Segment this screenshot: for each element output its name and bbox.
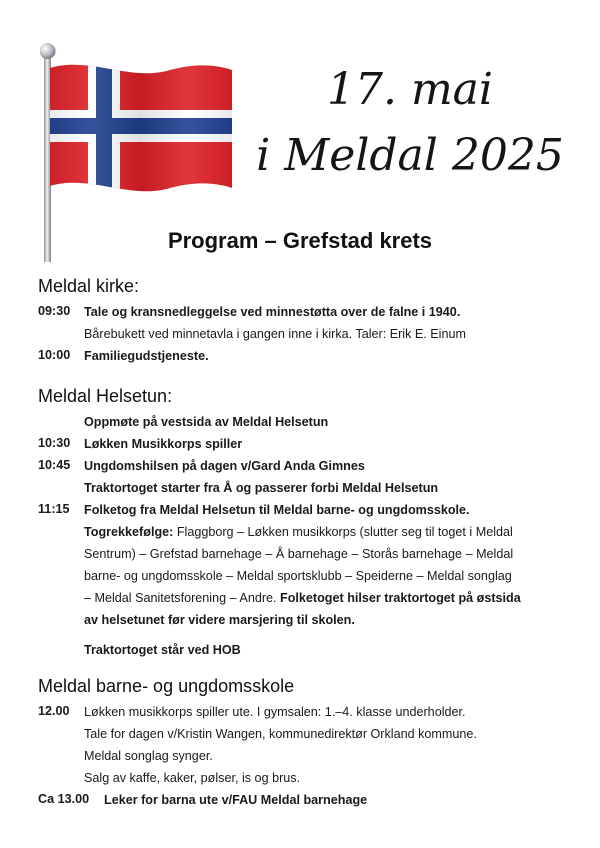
program-item: Meldal songlag synger.	[84, 749, 213, 763]
procession-order-line: av helsetunet før videre marsjering til skolen.	[84, 613, 355, 627]
program-item: Bårebukett ved minnetavla i gangen inne i kirka. Taler: Erik E. Einum	[84, 327, 466, 341]
program-item: Folketog fra Meldal Helsetun til Meldal barne- og ungdomsskole.	[84, 503, 470, 517]
procession-order-text: – Meldal Sanitetsforening – Andre.	[84, 591, 281, 605]
section-heading-kirke: Meldal kirke:	[38, 276, 140, 296]
title-line-place: i Meldal 2025	[256, 130, 564, 181]
tractor-note: Traktortoget står ved HOB	[84, 643, 241, 657]
program-item: Ungdomshilsen på dagen v/Gard Anda Gimnes	[84, 459, 365, 473]
time-label: 09:30	[38, 304, 71, 318]
section-heading-helsetun: Meldal Helsetun:	[38, 386, 173, 406]
time-label: 10:00	[38, 348, 71, 362]
title-line-date: 17. mai	[327, 64, 493, 115]
flag-pole-ball	[40, 43, 56, 59]
program-item: Traktortoget starter fra Å og passerer forbi Meldal Helsetun	[84, 481, 439, 495]
procession-greeting-text: Folketoget hilser traktortoget på østsida	[280, 591, 521, 605]
program-item: Tale og kransnedleggelse ved minnestøtta over de falne i 1940.	[84, 305, 461, 319]
program-item: Leker for barna ute v/FAU Meldal barnehage	[104, 793, 368, 807]
time-label: 11:15	[38, 502, 70, 516]
program-item: Løkken musikkorps spiller ute. I gymsalen: 1.–4. klasse underholder.	[84, 705, 466, 719]
time-label: 10:30	[38, 436, 71, 450]
program-item: Oppmøte på vestsida av Meldal Helsetun	[84, 415, 329, 429]
time-label: 12.00	[38, 704, 70, 718]
program-item: Salg av kaffe, kaker, pølser, is og brus.	[84, 771, 301, 785]
program-item: Tale for dagen v/Kristin Wangen, kommunedirektør Orkland kommune.	[84, 727, 477, 741]
procession-order-text: Flaggborg – Løkken musikkorps (slutter seg til toget i Meldal	[173, 525, 513, 539]
flag-cloth	[40, 42, 240, 242]
procession-order-line: barne- og ungdomsskole – Meldal sportsklubb – Speiderne – Meldal songlag	[84, 569, 512, 583]
procession-order-line	[84, 590, 521, 606]
program-item: Familiegudstjeneste.	[84, 349, 209, 363]
procession-order-label: Togrekkefølge:	[84, 525, 174, 539]
page-subtitle: Program – Grefstad krets	[167, 228, 433, 253]
time-label: 10:45	[38, 458, 71, 472]
section-heading-skole: Meldal barne- og ungdomsskole	[38, 676, 295, 696]
procession-order-line	[84, 524, 513, 540]
procession-order-line: Sentrum) – Grefstad barnehage – Å barnehage – Storås barnehage – Meldal	[84, 547, 514, 561]
time-label: Ca 13.00	[38, 792, 90, 806]
program-item: Løkken Musikkorps spiller	[84, 437, 243, 451]
